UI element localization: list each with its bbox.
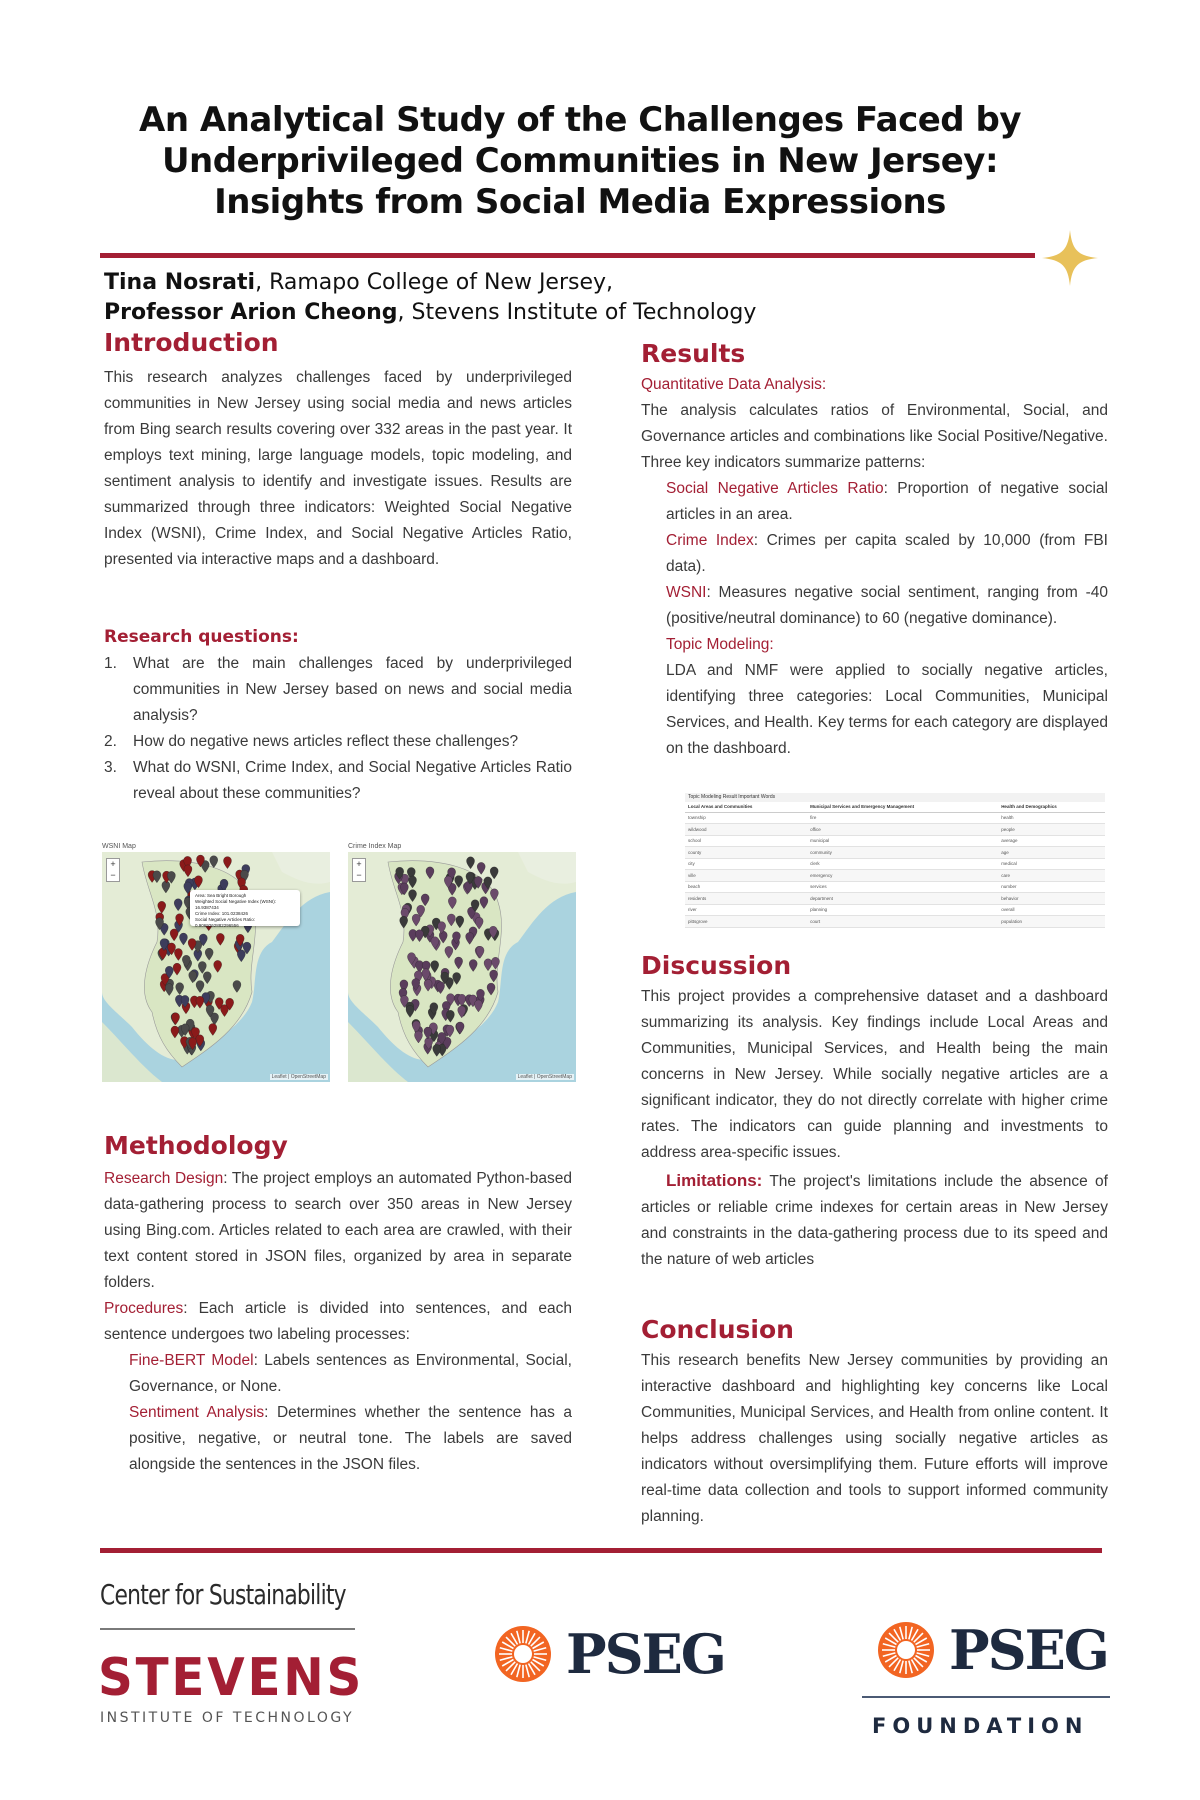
table-cell: court [807, 916, 998, 928]
table-cell: number [998, 881, 1105, 893]
crime-map-image [348, 852, 576, 1082]
crime-map-panel [348, 843, 576, 1083]
bottom-divider [100, 1548, 1102, 1553]
research-question-text: How do negative news articles reflect these challenges? [133, 733, 519, 750]
wsni-zoom-control[interactable] [106, 858, 120, 882]
table-cell: school [685, 835, 807, 847]
table-cell: city [685, 858, 807, 870]
table-cell: age [998, 847, 1105, 859]
stevens-logo: STEVENS [98, 1648, 365, 1708]
wsni-label: WSNI [666, 584, 707, 601]
wsni-text [641, 580, 1108, 632]
map-popup [190, 890, 300, 926]
top-divider [100, 253, 1035, 258]
crime-map[interactable] [348, 852, 576, 1082]
methodology-section [104, 1131, 572, 1478]
procedures-body: : Each article is divided into sentences, and each sentence undergoes two labeling processes: [104, 1300, 572, 1343]
table-cell: clerk [807, 858, 998, 870]
table-cell: river [685, 904, 807, 916]
research-design-label: Research Design [104, 1170, 224, 1187]
table-cell: beach [685, 881, 807, 893]
table-cell: fire [807, 812, 998, 824]
topic-table-header: Local Areas and Communities [685, 802, 807, 812]
snar-body: : Proportion of negative social articles in an area. [666, 480, 1108, 523]
discussion-section [641, 951, 1108, 1273]
foundation-label: FOUNDATION [872, 1714, 1089, 1738]
zoom-in-button[interactable]: + [110, 859, 116, 869]
poster-title [100, 100, 1060, 223]
table-row [685, 881, 1105, 893]
results-heading: Results [641, 339, 746, 368]
introduction-section [104, 328, 572, 573]
introduction-heading: Introduction [104, 328, 279, 357]
pseg-sun-icon [877, 1621, 935, 1679]
pseg-foundation-logo [877, 1618, 1108, 1682]
wsni-map[interactable] [102, 852, 330, 1082]
topic-modeling-label: Topic Modeling: [666, 636, 774, 653]
title-line-1: An Analytical Study of the Challenges Faced by [139, 100, 1021, 140]
limitations-text [641, 1168, 1108, 1273]
table-cell: care [998, 870, 1105, 882]
topic-modeling-text: LDA and NMF were applied to socially negative articles, identifying three categories: Local Communities, Municipal Services, and Health. Key terms for each category are displayed on the dashboard. [666, 662, 1108, 757]
table-row [685, 824, 1105, 836]
table-cell: office [807, 824, 998, 836]
topic-table-title: Topic Modeling Result Important Words [685, 793, 1105, 802]
research-question-item [104, 729, 572, 755]
finebert-label: Fine-BERT Model [129, 1352, 254, 1369]
table-cell: county [685, 847, 807, 859]
research-question-number: 1. [104, 655, 117, 672]
popup-area: Area: Sea Bright Borough [195, 893, 247, 898]
results-section [641, 339, 1108, 762]
table-row [685, 812, 1105, 824]
conclusion-section [641, 1315, 1108, 1530]
research-question-item [104, 651, 572, 729]
quantitative-text: The analysis calculates ratios of Environmental, Social, and Governance articles and combinations like Social Positive/Negative. Three key indicators summarize patterns: [641, 402, 1108, 471]
table-cell: people [998, 824, 1105, 836]
table-row [685, 870, 1105, 882]
crime-index-text [641, 528, 1108, 580]
sentiment-label: Sentiment Analysis [129, 1404, 265, 1421]
popup-ratio: Social Negative Articles Ratio: 0.9069262882296556 [195, 917, 256, 928]
topic-table [685, 802, 1105, 928]
crime-zoom-control[interactable] [352, 858, 366, 882]
table-cell: residents [685, 893, 807, 905]
limitations-label: Limitations: [666, 1171, 763, 1190]
quantitative-label: Quantitative Data Analysis: [641, 376, 827, 393]
topic-modeling-table [685, 793, 1105, 938]
author-2-name: Professor Arion Cheong [104, 300, 398, 325]
table-cell: average [998, 835, 1105, 847]
zoom-out-button[interactable]: − [356, 870, 362, 880]
table-row [685, 904, 1105, 916]
discussion-text: This project provides a comprehensive dataset and a dashboard summarizing its analysis. Key findings include Local Areas and Communities, Municipal Services, and Health being the main concerns in New Jersey. While socially negative articles are a significant indicator, they do not directly correlate with higher crime rates. The indicators can guide planning and investments to address area-specific issues. [641, 988, 1108, 1161]
table-cell: wildwood [685, 824, 807, 836]
pseg-wordmark: PSEG [566, 1622, 725, 1686]
topic-table-header-row [685, 802, 1105, 812]
conclusion-text: This research benefits New Jersey communities by providing an interactive dashboard and highlighting key concerns like Local Communities, Municipal Services, and Health from online content. It helps address challenges using socially negative articles as indicators without oversimplifying them. Future efforts will improve real-time data collection and tools to support informed community planning. [641, 1352, 1108, 1525]
table-cell: ville [685, 870, 807, 882]
pseg-sun-icon [494, 1625, 552, 1683]
title-line-3: Insights from Social Media Expressions [214, 182, 946, 222]
table-cell: planning [807, 904, 998, 916]
table-row [685, 835, 1105, 847]
popup-wsni: Weighted Social Negative Index (WSNI): 16.9387434 [195, 899, 276, 910]
wsni-map-attribution[interactable]: Leaflet | OpenStreetMap [271, 1074, 326, 1080]
author-2 [104, 298, 756, 328]
table-cell: population [998, 916, 1105, 928]
table-cell: emergency [807, 870, 998, 882]
limitations-body: The project's limitations include the absence of articles or reliable crime indexes for certain areas in New Jersey and constraints in the data-gathering process due to its speed and the nature of web articles [641, 1173, 1108, 1268]
finebert-text [104, 1348, 572, 1400]
popup-crime: Crime Index: 101.0238426 [195, 911, 249, 916]
author-2-affiliation: , Stevens Institute of Technology [397, 300, 757, 325]
crime-map-label: Crime Index Map [348, 843, 402, 850]
research-question-item [104, 755, 572, 807]
research-question-text: What do WSNI, Crime Index, and Social Negative Articles Ratio reveal about these communities? [133, 759, 572, 802]
author-1-name: Tina Nosrati [104, 270, 256, 295]
table-row [685, 893, 1105, 905]
sentiment-body: : Determines whether the sentence has a positive, negative, or neutral tone. The labels are saved alongside the sentences in the JSON files. [129, 1404, 572, 1473]
table-row [685, 916, 1105, 928]
table-row [685, 858, 1105, 870]
discussion-heading: Discussion [641, 951, 792, 980]
snar-label: Social Negative Articles Ratio [666, 480, 884, 497]
author-1 [104, 268, 756, 298]
table-cell: health [998, 812, 1105, 824]
table-row [685, 847, 1105, 859]
table-cell: behavior [998, 893, 1105, 905]
research-question-text: What are the main challenges faced by underprivileged communities in New Jersey based on news and social media analysis? [133, 655, 572, 724]
center-for-sustainability-logo: Center for Sustainability [100, 1578, 346, 1611]
foundation-divider [862, 1696, 1110, 1698]
introduction-text: This research analyzes challenges faced by underprivileged communities in New Jersey using social media and news articles from Bing search results covering over 332 areas in the past year. It employs text mining, large language models, topic modeling, and sentiment analysis to identify and investigate issues. Results are summarized through three indicators: Weighted Social Negative Index (WSNI), Crime Index, and Social Negative Articles Ratio, presented via interactive maps and a dashboard. [104, 369, 572, 568]
snar-text [641, 476, 1108, 528]
research-question-number: 2. [104, 733, 117, 750]
pseg-logo [494, 1622, 725, 1686]
research-questions-section [104, 627, 572, 807]
research-question-number: 3. [104, 759, 117, 776]
research-design-text [104, 1166, 572, 1296]
title-line-2: Underprivileged Communities in New Jersey: [161, 141, 999, 181]
topic-table-header: Municipal Services and Emergency Management [807, 802, 998, 812]
research-questions-heading: Research questions: [104, 627, 299, 647]
wsni-map-image [102, 852, 330, 1082]
logo-divider [100, 1628, 355, 1630]
table-cell: township [685, 812, 807, 824]
crime-index-body: : Crimes per capita scaled by 10,000 (from FBI data). [666, 532, 1108, 575]
methodology-heading: Methodology [104, 1131, 288, 1160]
author-1-affiliation: , Ramapo College of New Jersey, [255, 270, 614, 295]
wsni-body: : Measures negative social sentiment, ranging from -40 (positive/neutral dominance) to 60 (negative dominance). [666, 584, 1108, 627]
table-cell: services [807, 881, 998, 893]
table-cell: community [807, 847, 998, 859]
stevens-subtitle: INSTITUTE OF TECHNOLOGY [100, 1710, 355, 1726]
research-design-body: : The project employs an automated Python-based data-gathering process to search over 350 areas in New Jersey using Bing.com. Articles related to each area are crawled, with their text content stored in JSON files, organized by area in separate folders. [104, 1170, 572, 1291]
sentiment-text [104, 1400, 572, 1478]
table-cell: pittsgrove [685, 916, 807, 928]
procedures-text [104, 1296, 572, 1348]
wsni-map-panel [102, 843, 330, 1083]
conclusion-heading: Conclusion [641, 1315, 794, 1344]
zoom-in-button[interactable]: + [356, 859, 362, 869]
wsni-map-label: WSNI Map [102, 843, 136, 850]
zoom-out-button[interactable]: − [110, 870, 116, 880]
crime-index-label: Crime Index [666, 532, 754, 549]
crime-map-attribution[interactable]: Leaflet | OpenStreetMap [517, 1074, 572, 1080]
research-questions-list [104, 651, 572, 807]
finebert-body: : Labels sentences as Environmental, Social, Governance, or None. [129, 1352, 572, 1395]
star-icon [1040, 228, 1100, 288]
table-cell: municipal [807, 835, 998, 847]
table-cell: department [807, 893, 998, 905]
authors [104, 268, 756, 328]
table-cell: overall [998, 904, 1105, 916]
procedures-label: Procedures [104, 1300, 184, 1317]
table-cell: medical [998, 858, 1105, 870]
pseg-foundation-wordmark: PSEG [949, 1618, 1108, 1682]
topic-table-header: Health and Demographics [998, 802, 1105, 812]
